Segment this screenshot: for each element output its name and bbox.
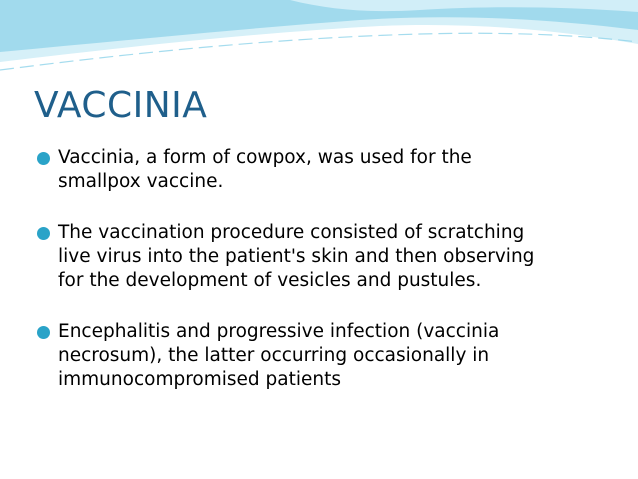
bullet-item [36, 320, 616, 392]
bullet-list [36, 146, 616, 392]
bullet-text: The vaccination procedure consisted of scratching live virus into the patient's skin and then observing for the development of vesicles and pustules. [58, 222, 535, 291]
bullet-text: Encephalitis and progressive infection (vaccinia necrosum), the latter occurring occasionally in immunocompromised patients [58, 321, 500, 390]
bullet-text: Vaccinia, a form of cowpox, was used for the smallpox vaccine. [58, 147, 472, 192]
header-wave-decoration [0, 0, 638, 80]
bullet-item [36, 146, 616, 194]
bullet-dot-icon [37, 152, 50, 165]
bullet-dot-icon [37, 326, 50, 339]
slide-title: VACCINIA [34, 85, 208, 126]
bullet-item [36, 221, 616, 293]
bullet-dot-icon [37, 227, 50, 240]
